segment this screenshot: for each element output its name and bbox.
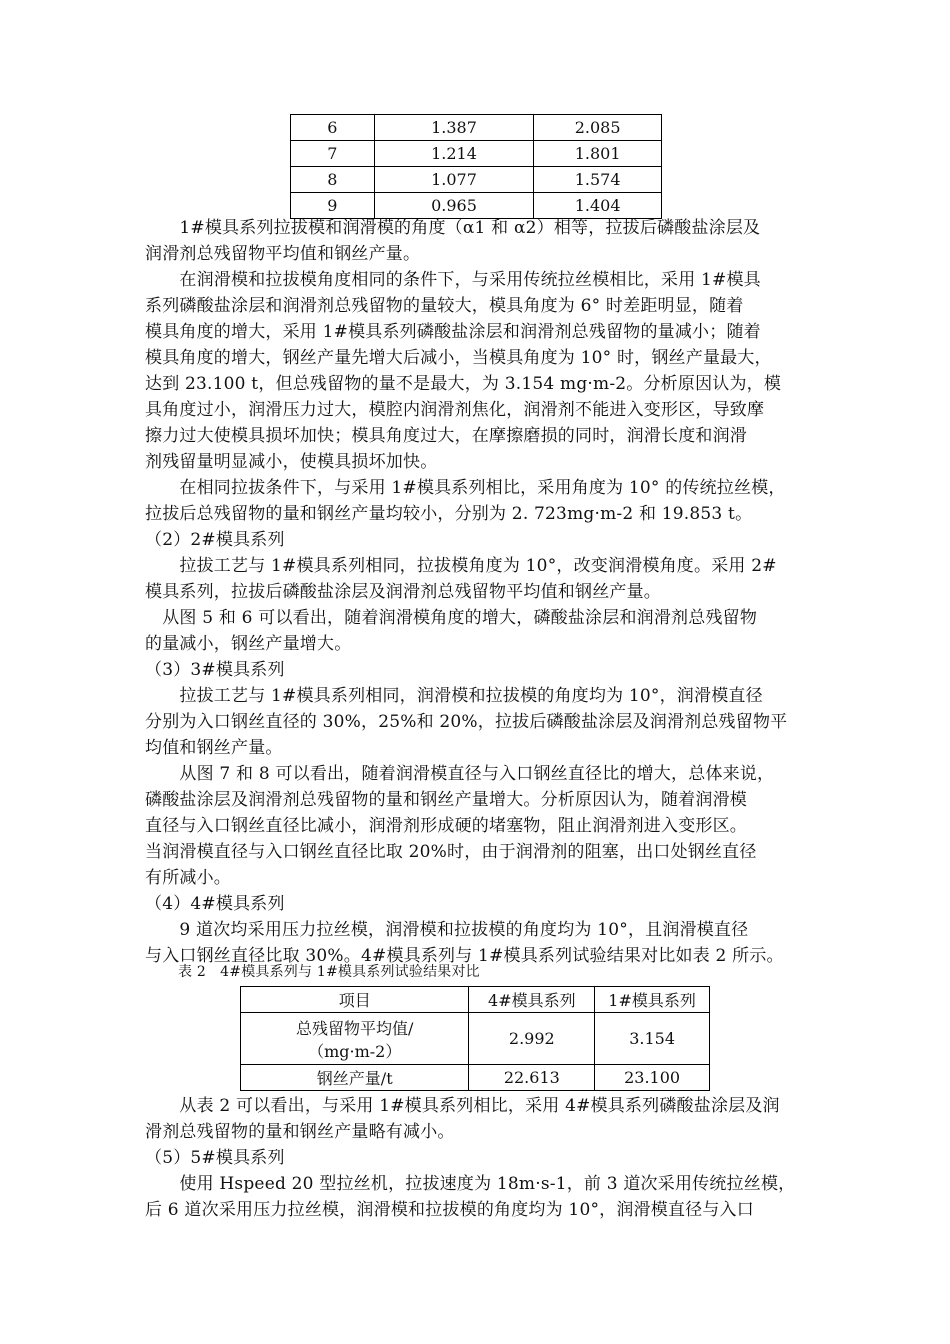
table-cell: 0.965 <box>374 193 534 219</box>
table-cell-line: 总残留物平均值/ <box>296 1018 414 1038</box>
section-heading: （3）3#模具系列 <box>145 660 285 680</box>
body-text-line: 分别为入口钢丝直径的 30%，25%和 20%，拉拔后磷酸盐涂层及润滑剂总残留物平 <box>145 712 788 732</box>
body-text-line: 拉拔工艺与 1#模具系列相同，拉拔模角度为 10°，改变润滑模角度。采用 2# <box>145 556 777 576</box>
table-row <box>241 1065 710 1091</box>
body-text-line: 达到 23.100 t，但总残留物的量不是最大，为 3.154 mg·m-2。分析原因认为，模 <box>145 374 782 394</box>
table-cell: 2.085 <box>534 115 662 141</box>
table-row <box>291 193 662 219</box>
body-text-line: 直径与入口钢丝直径比减小，润滑剂形成硬的堵塞物，阻止润滑剂进入变形区。 <box>145 816 747 836</box>
body-text-line: 从图 5 和 6 可以看出，随着润滑模角度的增大，磷酸盐涂层和润滑剂总残留物 <box>145 608 758 628</box>
table-cell: 1.387 <box>374 115 534 141</box>
table-cell: 7 <box>291 141 375 167</box>
section-heading: （2）2#模具系列 <box>145 530 285 550</box>
table-cell: 6 <box>291 115 375 141</box>
body-text-line: 润滑剂总残留物平均值和钢丝产量。 <box>145 244 421 264</box>
table-cell: 1.404 <box>534 193 662 219</box>
table-cell: 钢丝产量/t <box>241 1065 469 1091</box>
table-row <box>291 167 662 193</box>
table-cell-line: （mg·m-2） <box>308 1041 402 1061</box>
table-row <box>291 141 662 167</box>
body-text-line: 从图 7 和 8 可以看出，随着润滑模直径与入口钢丝直径比的增大，总体来说， <box>145 764 775 784</box>
table-cell: 3.154 <box>595 1013 710 1065</box>
table-header-cell: 1#模具系列 <box>595 987 710 1013</box>
body-text-line: 磷酸盐涂层及润滑剂总残留物的量和钢丝产量增大。分析原因认为，随着润滑模 <box>145 790 747 810</box>
table-cell: 23.100 <box>595 1065 710 1091</box>
table-header-cell: 项目 <box>241 987 469 1013</box>
table-cell: 1.801 <box>534 141 662 167</box>
section-heading: （5）5#模具系列 <box>145 1148 285 1168</box>
table-row <box>241 1013 710 1065</box>
section-heading: （4）4#模具系列 <box>145 894 285 914</box>
comparison-table <box>240 986 710 1091</box>
body-text-line: 有所减小。 <box>145 868 231 888</box>
body-text-line: 系列磷酸盐涂层和润滑剂总残留物的量较大，模具角度为 6° 时差距明显，随着 <box>145 296 744 316</box>
body-text-line: 拉拔后总残留物的量和钢丝产量均较小，分别为 2. 723mg·m-2 和 19.853 t。 <box>145 504 753 524</box>
body-text-line: 与入口钢丝直径比取 30%。4#模具系列与 1#模具系列试验结果对比如表 2 所示。 <box>145 946 784 966</box>
body-text-line: 拉拔工艺与 1#模具系列相同，润滑模和拉拔模的角度均为 10°，润滑模直径 <box>145 686 763 706</box>
body-text-line: 均值和钢丝产量。 <box>145 738 283 758</box>
table-cell: 8 <box>291 167 375 193</box>
table-header-row <box>241 987 710 1013</box>
body-text-line: 9 道次均采用压力拉丝模，润滑模和拉拔模的角度均为 10°，且润滑模直径 <box>145 920 749 940</box>
body-text-line: 剂残留量明显减小，使模具损坏加快。 <box>145 452 438 472</box>
table-row <box>291 115 662 141</box>
body-text-line: 模具系列，拉拔后磷酸盐涂层及润滑剂总残留物平均值和钢丝产量。 <box>145 582 661 602</box>
body-text-line: 当润滑模直径与入口钢丝直径比取 20%时，由于润滑剂的阻塞，出口处钢丝直径 <box>145 842 757 862</box>
body-text-line: 模具角度的增大，钢丝产量先增大后减小，当模具角度为 10° 时，钢丝产量最大， <box>145 348 772 368</box>
table-cell: 1.077 <box>374 167 534 193</box>
table-cell: 1.214 <box>374 141 534 167</box>
body-text-line: 后 6 道次采用压力拉丝模，润滑模和拉拔模的角度均为 10°，润滑模直径与入口 <box>145 1200 754 1220</box>
data-table-1 <box>290 114 662 219</box>
table-caption: 表 2 4#模具系列与 1#模具系列试验结果对比 <box>178 964 480 980</box>
body-text-line: 在相同拉拔条件下，与采用 1#模具系列相比，采用角度为 10° 的传统拉丝模， <box>145 478 786 498</box>
table-header-cell: 4#模具系列 <box>469 987 595 1013</box>
body-text-line: 模具角度的增大，采用 1#模具系列磷酸盐涂层和润滑剂总残留物的量减小；随着 <box>145 322 761 342</box>
body-text-line: 具角度过小，润滑压力过大，模腔内润滑剂焦化，润滑剂不能进入变形区，导致摩 <box>145 400 765 420</box>
table-cell: 22.613 <box>469 1065 595 1091</box>
table-cell <box>241 1013 469 1065</box>
table-cell: 1.574 <box>534 167 662 193</box>
body-text-line: 1#模具系列拉拔模和润滑模的角度（α1 和 α2）相等，拉拔后磷酸盐涂层及 <box>145 218 761 238</box>
body-text-line: 的量减小，钢丝产量增大。 <box>145 634 352 654</box>
body-text-line: 从表 2 可以看出，与采用 1#模具系列相比，采用 4#模具系列磷酸盐涂层及润 <box>145 1096 780 1116</box>
body-text-line: 在润滑模和拉拔模角度相同的条件下，与采用传统拉丝模相比，采用 1#模具 <box>145 270 761 290</box>
body-text-line: 使用 Hspeed 20 型拉丝机，拉拔速度为 18m·s-1，前 3 道次采用传统拉丝模， <box>145 1174 796 1194</box>
body-text-line: 滑剂总残留物的量和钢丝产量略有减小。 <box>145 1122 455 1142</box>
table-cell: 9 <box>291 193 375 219</box>
table-cell: 2.992 <box>469 1013 595 1065</box>
body-text-line: 擦力过大使模具损坏加快；模具角度过大，在摩擦磨损的同时，润滑长度和润滑 <box>145 426 747 446</box>
